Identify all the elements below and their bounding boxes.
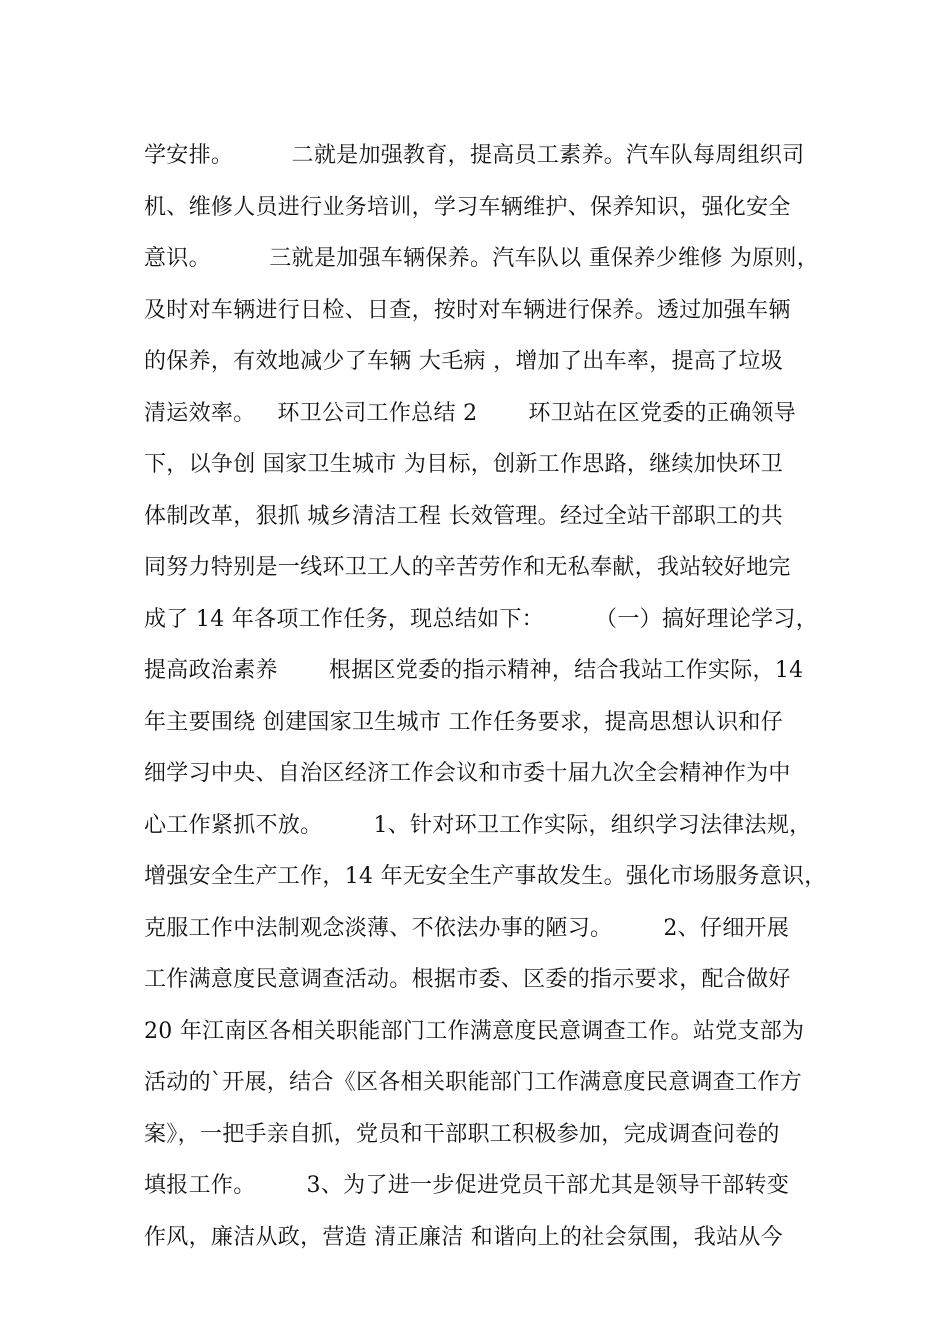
text-line: 心工作紧抓不放。 1、针对环卫工作实际，组织学习法律法规，	[144, 812, 812, 838]
text-line: 案》，一把手亲自抓，党员和干部职工积极参加，完成调查问卷的	[144, 1121, 780, 1147]
text-line: 克服工作中法制观念淡薄、不依法办事的陋习。 2、仔细开展	[144, 915, 790, 941]
text-line: 的保养，有效地减少了车辆 大毛病 ，增加了出车率，提高了垃圾	[144, 349, 783, 374]
text-line: 工作满意度民意调查活动。根据市委、区委的指示要求，配合做好	[144, 967, 791, 992]
text-line: 成了 14 年各项工作任务，现总结如下： （一）搞好理论学习，	[144, 606, 819, 632]
text-line: 体制改革，狠抓 城乡清洁工程 长效管理。经过全站干部职工的共	[144, 503, 783, 529]
text-line: 机、维修人员进行业务培训，学习车辆维护、保养知识，强化安全	[144, 194, 791, 220]
text-line: 增强安全生产工作，14 年无安全生产事故发生。强化市场服务意识，	[144, 864, 827, 889]
text-line: 清运效率。 环卫公司工作总结 2 环卫站在区党委的正确领导	[144, 400, 797, 426]
body-text	[144, 130, 827, 1263]
text-line: 年主要围绕 创建国家卫生城市 工作任务要求，提高思想认识和仔	[144, 709, 783, 735]
text-line: 作风，廉洁从政，营造 清正廉洁 和谐向上的社会氛围，我站从今	[144, 1224, 783, 1250]
text-line: 同努力特别是一线环卫工人的辛苦劳作和无私奉献，我站较好地完	[144, 555, 791, 580]
text-line: 活动的`开展，结合《区各相关职能部门工作满意度民意调查工作方	[144, 1070, 803, 1095]
text-line: 意识。 三就是加强车辆保养。汽车队以 重保养少维修 为原则，	[144, 246, 820, 271]
text-line: 20 年江南区各相关职能部门工作满意度民意调查工作。站党支部为	[144, 1018, 805, 1044]
text-line: 学安排。 二就是加强教育，提高员工素养。汽车队每周组织司	[144, 143, 805, 168]
text-line: 提高政治素养 根据区党委的指示精神，结合我站工作实际，14	[144, 658, 804, 683]
text-line: 填报工作。 3、为了进一步促进党员干部尤其是领导干部转变	[144, 1173, 790, 1198]
text-line: 及时对车辆进行日检、日查，按时对车辆进行保养。透过加强车辆	[144, 297, 791, 323]
text-line: 细学习中央、自治区经济工作会议和市委十届九次全会精神作为中	[144, 761, 791, 786]
text-line: 下，以争创 国家卫生城市 为目标，创新工作思路，继续加快环卫	[144, 452, 783, 477]
